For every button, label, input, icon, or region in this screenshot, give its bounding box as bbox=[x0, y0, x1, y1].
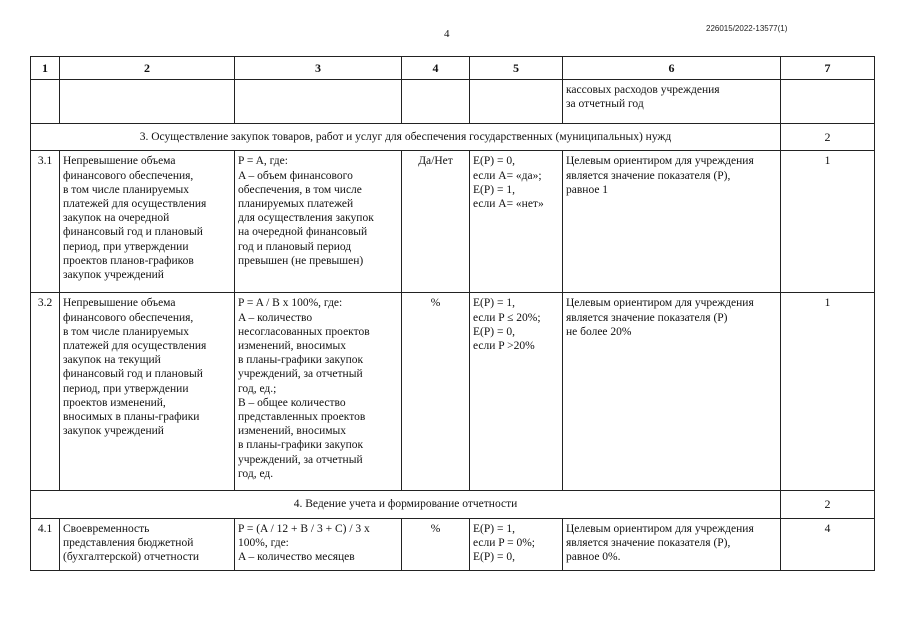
continued-target-text: кассовых расходов учреждения за отчетный год bbox=[563, 80, 781, 124]
cell-empty bbox=[235, 80, 402, 124]
indicator-name: Своевременность представления бюджетной (бухгалтерской) отчетности bbox=[60, 518, 235, 570]
indicator-target: Целевым ориентиром для учреждения является значение показателя (P), равное 0%. bbox=[563, 518, 781, 570]
indicator-formula: P = (A / 12 + B / 3 + C) / 3 x 100%, где: A – количество месяцев bbox=[235, 518, 402, 570]
cell-empty bbox=[31, 80, 60, 124]
cell-empty bbox=[60, 80, 235, 124]
document-id: 226015/2022-13577(1) bbox=[706, 24, 788, 33]
indicator-weight: 1 bbox=[781, 151, 875, 293]
indicator-score: E(P) = 1, если P ≤ 20%; E(P) = 0, если P >20% bbox=[470, 293, 563, 491]
column-header-5: 5 bbox=[470, 57, 563, 80]
table-row-4-1 bbox=[31, 518, 875, 570]
indicator-unit: Да/Нет bbox=[402, 151, 470, 293]
row-number: 3.2 bbox=[31, 293, 60, 491]
section-4-title: 4. Ведение учета и формирование отчетности bbox=[31, 491, 781, 518]
indicator-formula: P = A / B x 100%, где: A – количество несогласованных проектов изменений, вносимых в планы-графики закупок учреждений, за отчетный год, ед.; B – общее количество представленных проектов изменений, вносимых в планы-графики закупок учреждений, за отчетный год, ед. bbox=[235, 293, 402, 491]
indicator-target: Целевым ориентиром для учреждения является значение показателя (P), равное 1 bbox=[563, 151, 781, 293]
section-4-weight: 2 bbox=[781, 491, 875, 518]
row-number: 3.1 bbox=[31, 151, 60, 293]
indicator-weight: 4 bbox=[781, 518, 875, 570]
indicator-unit: % bbox=[402, 518, 470, 570]
page-number: 4 bbox=[444, 28, 450, 40]
indicator-score: E(P) = 1, если P = 0%; E(P) = 0, bbox=[470, 518, 563, 570]
cell-empty bbox=[781, 80, 875, 124]
column-header-2: 2 bbox=[60, 57, 235, 80]
column-number-row bbox=[31, 57, 875, 80]
indicators-table bbox=[30, 56, 875, 571]
indicator-name: Непревышение объема финансового обеспечения, в том числе планируемых платежей для осуществления закупок на очередной финансовый год и плановый период, при утверждении проектов планов-графиков закупок учреждений bbox=[60, 151, 235, 293]
indicator-name: Непревышение объема финансового обеспечения, в том числе планируемых платежей для осуществления закупок на текущий финансовый год и плановый период, при утверждении проектов изменений, вносимых в планы-графики закупок учреждений bbox=[60, 293, 235, 491]
cell-empty bbox=[402, 80, 470, 124]
column-header-7: 7 bbox=[781, 57, 875, 80]
section-4-row bbox=[31, 491, 875, 518]
section-3-row bbox=[31, 124, 875, 151]
table-row-3-2 bbox=[31, 293, 875, 491]
column-header-6: 6 bbox=[563, 57, 781, 80]
indicator-formula: P = A, где: A – объем финансового обеспечения, в том числе планируемых платежей для осуществления закупок на очередной финансовый год и плановый период превышен (не превышен) bbox=[235, 151, 402, 293]
indicator-unit: % bbox=[402, 293, 470, 491]
indicator-weight: 1 bbox=[781, 293, 875, 491]
cell-empty bbox=[470, 80, 563, 124]
column-header-3: 3 bbox=[235, 57, 402, 80]
row-number: 4.1 bbox=[31, 518, 60, 570]
section-3-weight: 2 bbox=[781, 124, 875, 151]
column-header-4: 4 bbox=[402, 57, 470, 80]
continuation-row bbox=[31, 80, 875, 124]
indicator-target: Целевым ориентиром для учреждения является значение показателя (P) не более 20% bbox=[563, 293, 781, 491]
indicator-score: E(P) = 0, если A= «да»; E(P) = 1, если A= «нет» bbox=[470, 151, 563, 293]
column-header-1: 1 bbox=[31, 57, 60, 80]
table-row-3-1 bbox=[31, 151, 875, 293]
section-3-title: 3. Осуществление закупок товаров, работ и услуг для обеспечения государственных (муниципальных) нужд bbox=[31, 124, 781, 151]
